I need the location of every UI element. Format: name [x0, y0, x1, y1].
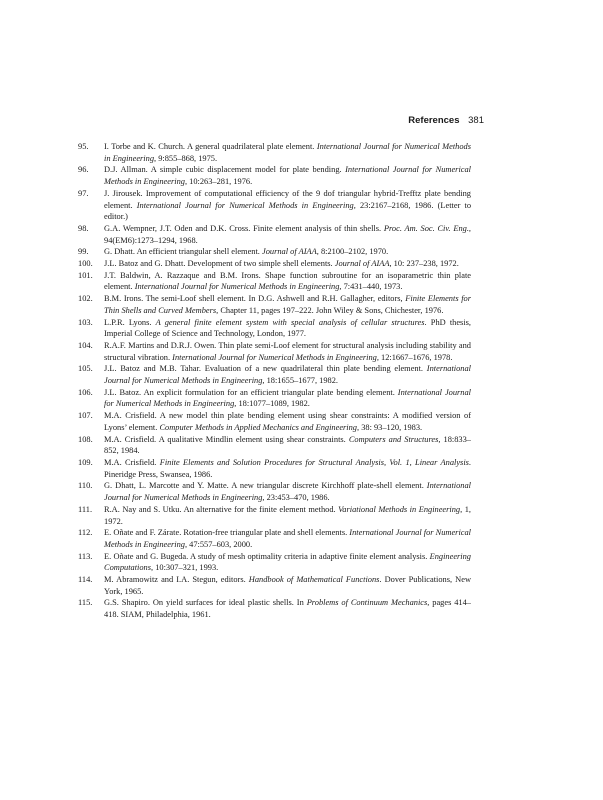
page-number: 381	[468, 115, 484, 126]
reference-number: 108.	[78, 434, 93, 444]
reference-entry	[78, 434, 471, 457]
reference-text-part: G.A. Wempner, J.T. Oden and D.K. Cross. Finite element analysis of thin shells.	[104, 223, 384, 233]
reference-source-title: Journal of AIAA	[334, 259, 390, 269]
reference-number: 95.	[78, 142, 89, 151]
reference-source-title: A general finite element system with special analysis of cellular structures	[155, 317, 425, 327]
reference-list	[78, 141, 471, 621]
reference-entry	[78, 480, 471, 503]
reference-entry	[78, 504, 471, 527]
reference-source-title: Journal of AIAA	[262, 247, 317, 257]
reference-text	[104, 293, 471, 316]
reference-text	[104, 480, 471, 503]
reference-entry	[78, 141, 471, 164]
reference-entry	[78, 363, 471, 386]
reference-text	[104, 223, 471, 246]
reference-text	[104, 527, 471, 550]
reference-text	[104, 574, 471, 597]
reference-text	[104, 504, 471, 527]
reference-number: 113.	[78, 551, 93, 561]
reference-source-title: Computer Methods in Applied Mechanics and Engineering	[159, 422, 357, 432]
reference-entry	[78, 597, 471, 620]
reference-source-title: International Journal for Numerical Methods in Engineering	[104, 165, 471, 187]
reference-text-part: B.M. Irons. The semi-Loof shell element. In D.G. Ashwell and R.H. Gallagher, editors,	[104, 294, 406, 304]
reference-entry	[78, 223, 471, 246]
reference-source-title: Finite Elements for Thin Shells and Curved Members	[104, 294, 471, 315]
reference-source-title: International Journal for Numerical Methods in Engineering	[172, 352, 377, 362]
reference-number: 98.	[78, 223, 89, 233]
reference-text-part: G. Dhatt, L. Marcotte and Y. Matte. A new triangular discrete Kirchhoff plate-shell element.	[104, 481, 427, 491]
reference-text-part: G. Dhatt. An efficient triangular shell element.	[104, 247, 262, 257]
reference-entry	[78, 340, 471, 363]
reference-text-part: R.A. Nay and S. Utku. An alternative for the finite element method.	[104, 504, 339, 514]
reference-text	[104, 387, 471, 410]
reference-entry	[78, 164, 471, 187]
reference-number: 101.	[78, 270, 93, 280]
reference-text	[104, 246, 471, 258]
reference-text	[104, 597, 471, 620]
reference-text-part: J.T. Baldwin, A. Razzaque and B.M. Irons. Shape function subroutine for an isoparametric thin plate element.	[104, 270, 471, 292]
reference-source-title: Engineering Computations	[104, 551, 471, 573]
reference-number: 112.	[78, 528, 93, 538]
reference-source-title: International Journal for Numerical Methods in Engineering	[104, 364, 471, 386]
reference-text-part: , pages 414–418. SIAM, Philadelphia, 1961.	[104, 598, 471, 620]
reference-text-part: , 23:2167–2168, 1986. (Letter to editor.)	[104, 200, 472, 222]
reference-text-part: M.A. Crisfield. A qualitative Mindlin element using shear constraints.	[104, 434, 349, 444]
reference-entry	[78, 246, 471, 258]
running-header	[408, 115, 484, 126]
reference-number: 105.	[78, 364, 93, 374]
reference-text-part: , 18:1655–1677, 1982.	[262, 376, 339, 386]
reference-text	[104, 164, 471, 187]
reference-source-title: International Journal for Numerical Methods in Engineering	[104, 387, 471, 409]
reference-source-title: International Journal for Numerical Methods in Engineering	[104, 142, 471, 163]
reference-text-part: L.P.R. Lyons.	[104, 317, 156, 327]
reference-source-title: Handbook of Mathematical Functions	[248, 575, 380, 585]
reference-number: 107.	[78, 411, 93, 421]
reference-text	[104, 410, 471, 433]
reference-number: 97.	[78, 188, 89, 198]
reference-text-part: , 9:855–868, 1975.	[154, 153, 218, 163]
reference-text-part: G.S. Shapiro. On yield surfaces for ideal plastic shells. In	[104, 598, 307, 608]
reference-number: 96.	[78, 165, 89, 175]
running-header-title: References	[408, 115, 460, 126]
reference-number: 99.	[78, 247, 89, 257]
reference-text-part: , 94(EM6):1273–1294, 1968.	[104, 223, 472, 245]
reference-number: 106.	[78, 387, 93, 397]
reference-entry	[78, 258, 471, 270]
reference-text-part: M. Abramowitz and I.A. Stegun, editors.	[104, 575, 249, 585]
reference-source-title: International Journal for Numerical Methods in Engineering	[104, 528, 471, 549]
reference-text-part: M.A. Crisfield.	[104, 457, 160, 467]
reference-entry	[78, 410, 471, 433]
reference-text	[104, 317, 471, 340]
reference-text-part: M.A. Crisfield. A new model thin plate bending element using shear constraints: A modified version of Lyons’ element.	[104, 411, 471, 432]
reference-text-part: , 38: 93–120, 1983.	[357, 422, 423, 432]
reference-text-part: R.A.F. Martins and D.R.J. Owen. Thin plate semi-Loof element for structural analysis including stability and structural vibration.	[104, 340, 471, 362]
reference-source-title: Proc. Am. Soc. Civ. Eng.	[383, 223, 469, 233]
reference-entry	[78, 270, 471, 293]
reference-text-part: J. Jirousek. Improvement of computational efficiency of the 9 dof triangular hybrid-Trefftz plate bending element.	[104, 188, 471, 210]
reference-entry	[78, 188, 471, 223]
reference-entry	[78, 574, 471, 597]
reference-text-part: I. Torbe and K. Church. A general quadrilateral plate element.	[104, 142, 317, 151]
reference-text	[104, 551, 471, 574]
reference-text-part: , 10:263–281, 1976.	[184, 177, 253, 187]
reference-source-title: Problems of Continuum Mechanics	[306, 598, 428, 608]
reference-entry	[78, 387, 471, 410]
reference-number: 102.	[78, 294, 93, 304]
reference-text-part: , 12:1667–1676, 1978.	[376, 352, 453, 362]
reference-text-part: , 18:833–852, 1984.	[104, 434, 471, 456]
reference-text	[104, 457, 471, 480]
reference-source-title: International Journal for Numerical Methods in Engineering	[136, 200, 354, 210]
reference-entry	[78, 317, 471, 340]
reference-text-part: , 1, 1972.	[104, 504, 472, 526]
reference-text	[104, 340, 471, 363]
reference-number: 100.	[78, 259, 93, 269]
reference-text	[104, 258, 471, 270]
reference-text-part: D.J. Allman. A simple cubic displacement model for plate bending.	[104, 165, 346, 175]
reference-text-part: , 47:557–603, 2000.	[184, 539, 253, 549]
reference-text	[104, 141, 471, 164]
reference-number: 110.	[78, 481, 93, 491]
reference-text-part: , 8:2100–2102, 1970.	[316, 247, 389, 257]
reference-source-title: International Journal for Numerical Methods in Engineering	[104, 481, 471, 503]
reference-entry	[78, 457, 471, 480]
reference-text-part: , Chapter 11, pages 197–222. John Wiley & Sons, Chichester, 1976.	[216, 305, 444, 315]
reference-source-title: Variational Methods in Engineering	[338, 504, 461, 514]
reference-text-part: J.L. Batoz and G. Dhatt. Development of two simple shell elements.	[104, 259, 335, 269]
reference-text-part: , 18:1077–1089, 1982.	[234, 399, 310, 409]
reference-source-title: Finite Elements and Solution Procedures for Structural Analysis, Vol. 1, Linear Analysis	[159, 457, 469, 467]
reference-text	[104, 363, 471, 386]
reference-text-part: , 10:307–321, 1993.	[151, 563, 219, 573]
reference-text	[104, 270, 471, 293]
reference-entry	[78, 293, 471, 316]
reference-text-part: . PhD thesis, Imperial College of Science and Technology, London, 1977.	[104, 317, 471, 339]
reference-text	[104, 188, 471, 223]
reference-number: 115.	[78, 598, 93, 608]
reference-number: 109.	[78, 457, 93, 467]
reference-number: 103.	[78, 317, 93, 327]
reference-number: 111.	[78, 504, 93, 514]
reference-source-title: International Journal for Numerical Methods in Engineering	[134, 282, 340, 292]
reference-text-part: E. Oñate and F. Zárate. Rotation-free triangular plate and shell elements.	[104, 528, 350, 538]
reference-entry	[78, 551, 471, 574]
reference-entry	[78, 527, 471, 550]
reference-source-title: Computers and Structures	[348, 434, 439, 444]
reference-text-part: E. Oñate and G. Bugeda. A study of mesh optimality criteria in adaptive finite element analysis.	[104, 551, 430, 561]
reference-text-part: J.L. Batoz and M.B. Tahar. Evaluation of a new quadrilateral thin plate bending element.	[104, 364, 427, 374]
reference-number: 104.	[78, 340, 93, 350]
reference-text-part: , 23:453–470, 1986.	[262, 493, 330, 503]
reference-text-part: , 10: 237–238, 1972.	[389, 259, 459, 269]
reference-text-part: . Dover Publications, New York, 1965.	[104, 575, 471, 596]
reference-number: 114.	[78, 575, 93, 585]
reference-text-part: J.L. Batoz. An explicit formulation for an efficient triangular plate bending element.	[104, 387, 398, 397]
reference-text-part: , 7:431–440, 1973.	[339, 282, 403, 292]
reference-text	[104, 434, 471, 457]
reference-text-part: . Pineridge Press, Swansea, 1986.	[104, 457, 471, 479]
